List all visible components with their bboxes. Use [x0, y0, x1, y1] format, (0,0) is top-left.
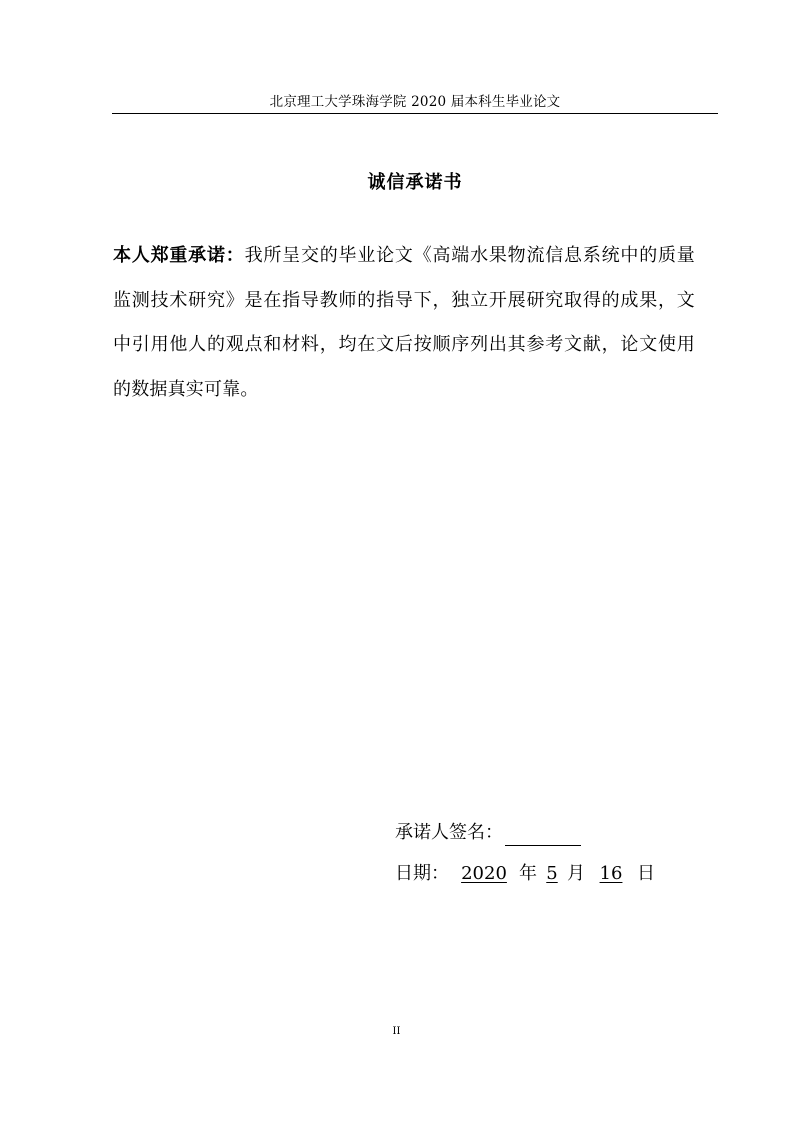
pledge-lead: 本人郑重承诺：: [113, 245, 245, 266]
date-month: 5: [546, 863, 558, 884]
date-day: 16: [599, 863, 623, 884]
date-year: 2020: [461, 863, 507, 884]
signature-line: [395, 820, 581, 846]
running-header: 北京理工大学珠海学院 2020 届本科生毕业论文: [269, 94, 561, 110]
page-number: II: [392, 1026, 401, 1037]
date-year-unit: 年: [519, 863, 537, 884]
date-line: [395, 861, 655, 887]
pledge-paragraph: [113, 234, 695, 412]
header-divider: [112, 113, 718, 114]
signature-label: 承诺人签名：: [395, 822, 503, 843]
pledge-body: 我所呈交的毕业论文《高端水果物流信息系统中的质量监测技术研究》是在指导教师的指导下，独立开展研究取得的成果，文中引用他人的观点和材料，均在文后按顺序列出其参考文献，论文使用的数据真实可靠。: [113, 245, 695, 400]
date-day-unit: 日: [637, 863, 655, 884]
document-title: 诚信承诺书: [367, 172, 463, 193]
signature-blank: [505, 825, 581, 846]
date-month-unit: 月: [567, 863, 585, 884]
date-label: 日期：: [395, 863, 449, 884]
